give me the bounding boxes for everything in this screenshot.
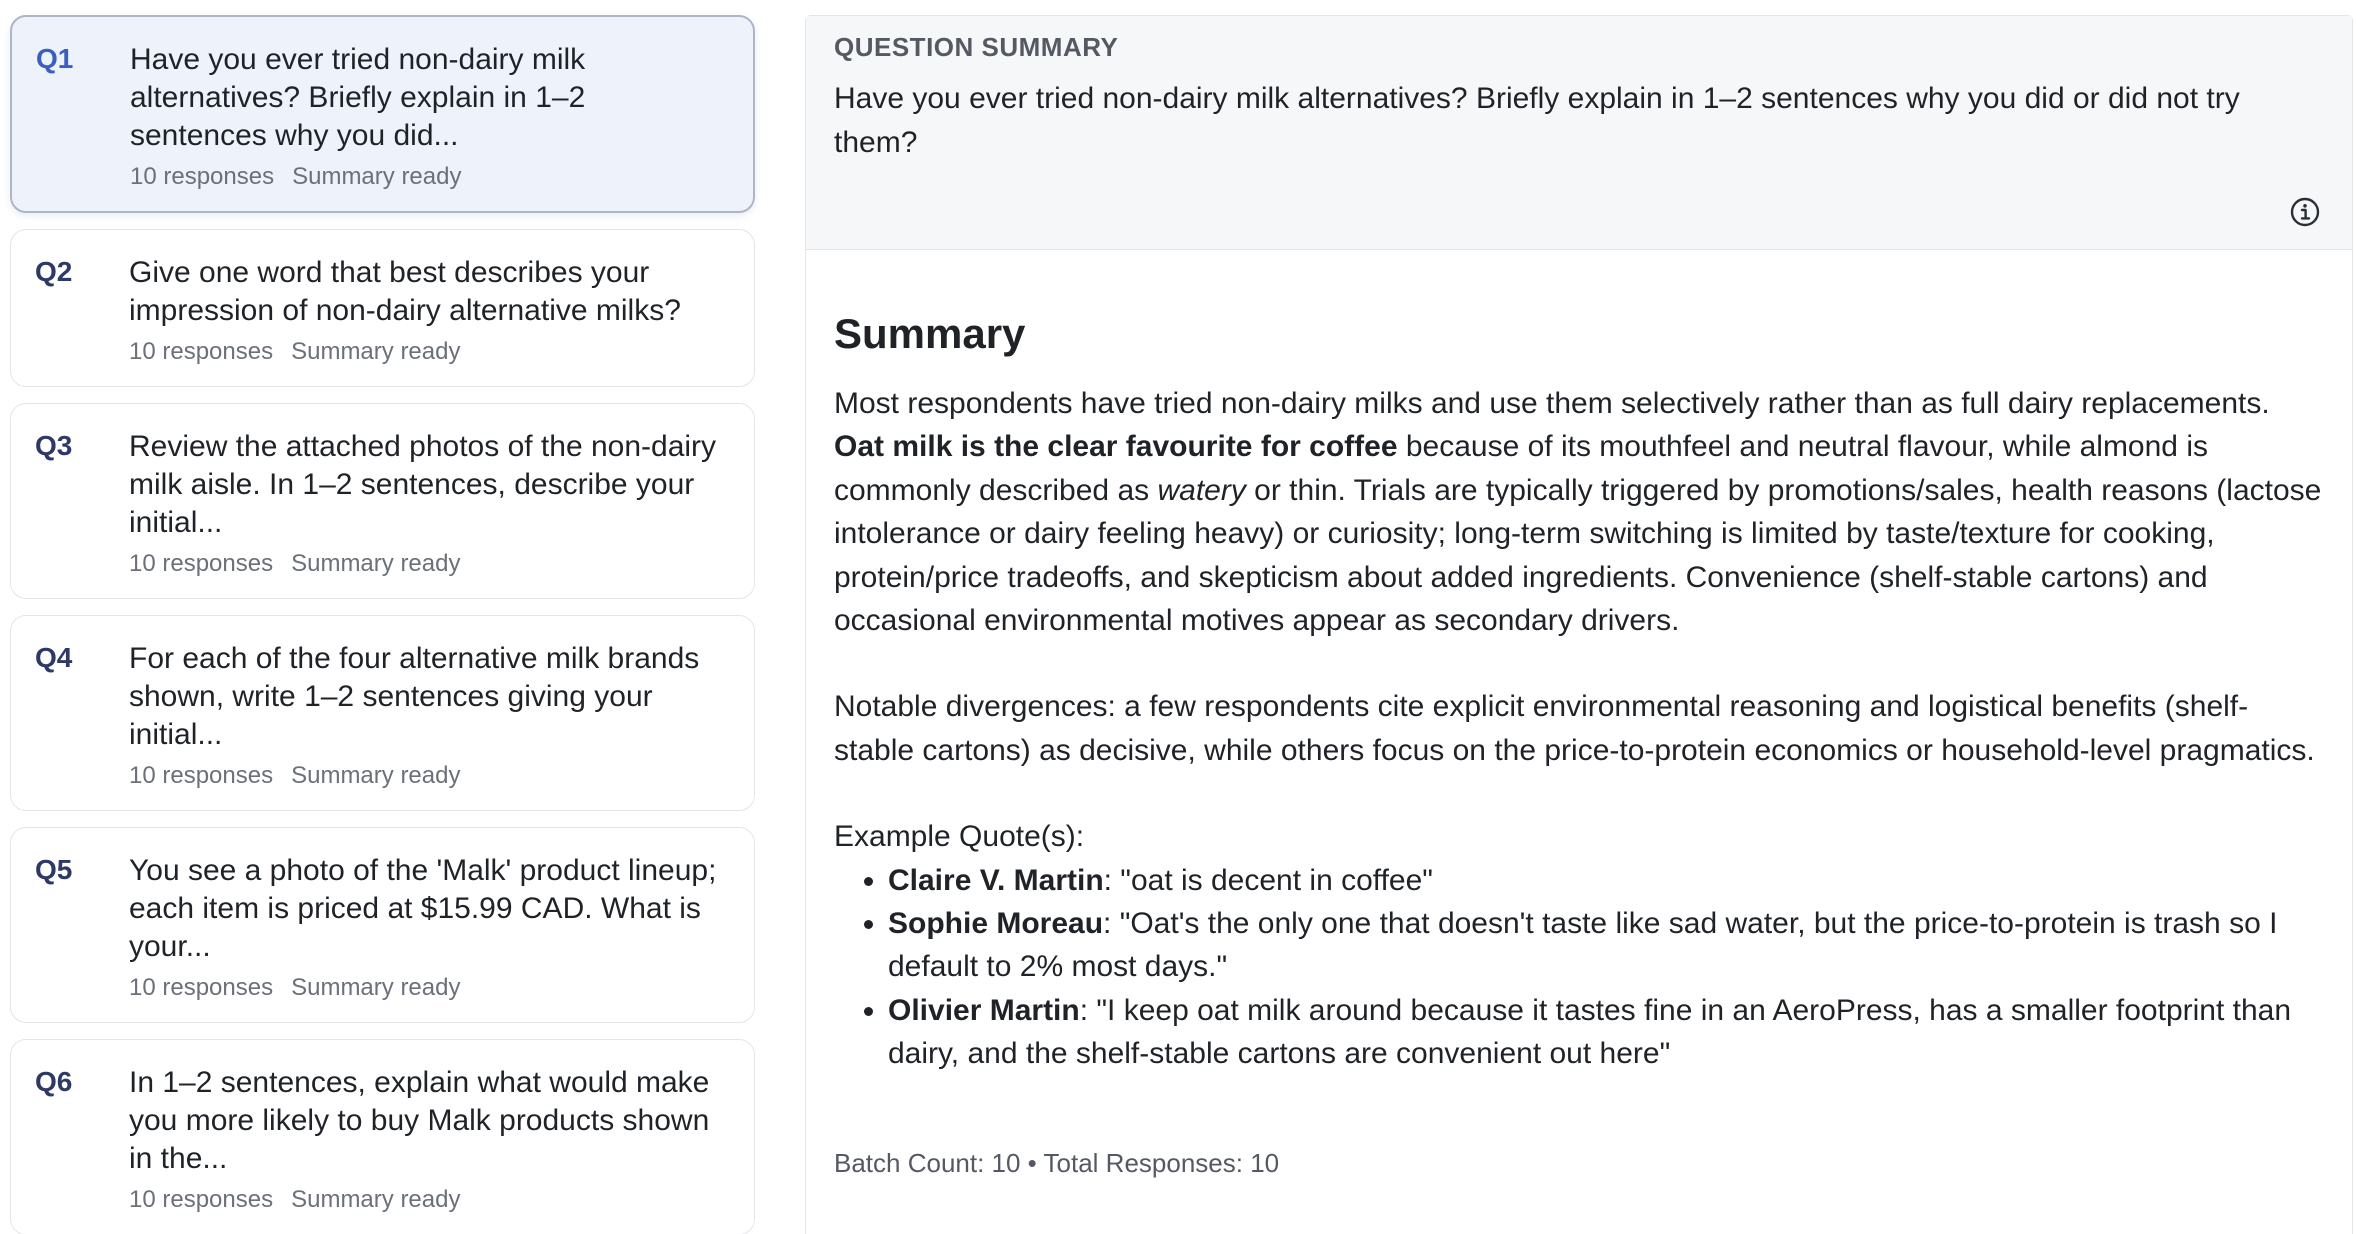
question-number: Q1 [36,43,74,74]
quote-text: : "I keep oat milk around because it tastes fine in an AeroPress, has a smaller footprint than dairy, and the shelf-stable cartons are convenient out here" [888,993,2292,1071]
question-number: Q2 [35,256,73,287]
summary-paragraph-2: Notable divergences: a few respondents cite explicit environmental reasoning and logistical benefits (shelf-stable cartons) as decisive, while others focus on the price-to-protein economics or household-level pragmatics. [834,690,2315,767]
summary-highlight: Oat milk is the clear favourite for coffee [834,430,1398,464]
response-count: 10 responses [129,974,274,1001]
question-meta [129,762,726,790]
summary-status: Summary ready [291,338,461,365]
response-count: 10 responses [129,338,274,365]
question-meta [129,1186,726,1214]
question-text: For each of the four alternative milk brands shown, write 1–2 sentences giving your initial... [129,642,700,751]
quote-item [888,902,2324,989]
summary-panel [805,15,2353,1234]
info-icon[interactable] [2288,195,2322,229]
quote-author: Olivier Martin [888,993,1080,1027]
summary-text: because of its mouthfeel and neutral flavour, while almond is commonly described as [834,430,2208,507]
question-card-q5[interactable] [10,827,755,1023]
question-summary-text: Have you ever tried non-dairy milk alternatives? Briefly explain in 1–2 sentences why you did or did not try them? [834,82,2240,159]
quote-item [888,989,2324,1076]
question-number: Q5 [35,854,73,885]
response-count: 10 responses [130,163,275,190]
response-count: 10 responses [129,1186,274,1213]
question-number: Q6 [35,1066,73,1097]
summary-text: Most respondents have tried non-dairy milks and use them selectively rather than as full dairy replacements. [834,387,2270,420]
question-card-q2[interactable] [10,229,755,387]
question-list [10,15,755,1234]
question-meta [129,974,726,1002]
batch-stats: Batch Count: 10 • Total Responses: 10 [834,1147,1280,1178]
question-meta [130,163,725,191]
summary-body [806,250,2352,1179]
summary-emphasis: watery [1157,473,1246,507]
question-text: Give one word that best describes your impression of non-dairy alternative milks? [129,256,681,327]
question-card-q3[interactable] [10,403,755,599]
response-count: 10 responses [129,550,274,577]
question-meta [129,338,726,366]
quote-text: : "oat is decent in coffee" [1103,863,1433,897]
summary-text: or thin. Trials are typically triggered by promotions/sales, health reasons (lactose intolerance or dairy feeling heavy) or curiosity; long-term switching is limited by taste/texture for cooking, protein/price tradeoffs, and skepticism about added ingredients. Convenience (shelf-stable cartons) and occasional environmental motives appear as secondary drivers. [834,473,2322,638]
question-number: Q4 [35,642,73,673]
summary-status: Summary ready [292,163,462,190]
quote-text: : "Oat's the only one that doesn't taste like sad water, but the price-to-protein is trash so I default to 2% most days." [888,907,2278,984]
response-count: 10 responses [129,762,274,789]
question-meta [129,550,726,578]
question-card-q6[interactable] [10,1039,755,1234]
summary-status: Summary ready [291,762,461,789]
quote-item [888,859,2324,902]
question-text: Review the attached photos of the non-dairy milk aisle. In 1–2 sentences, describe your initial... [129,430,717,539]
summary-title: Summary [834,310,1026,357]
question-text: Have you ever tried non-dairy milk alternatives? Briefly explain in 1–2 sentences why you did... [130,43,586,152]
quotes-label: Example Quote(s): [834,820,1085,854]
question-summary-header [806,16,2352,250]
question-summary-label: QUESTION SUMMARY [834,32,1119,62]
question-card-q4[interactable] [10,615,755,811]
question-number: Q3 [35,430,73,461]
summary-status: Summary ready [291,974,461,1001]
quote-author: Claire V. Martin [888,863,1104,897]
quote-list [888,859,2324,1076]
question-card-q1[interactable] [10,15,755,213]
summary-status: Summary ready [291,550,461,577]
summary-status: Summary ready [291,1186,461,1213]
question-text: You see a photo of the 'Malk' product lineup; each item is priced at $15.99 CAD. What is your... [129,854,717,963]
question-text: In 1–2 sentences, explain what would make you more likely to buy Malk products shown in the... [129,1066,710,1175]
summary-paragraph-1 [834,382,2324,642]
quote-author: Sophie Moreau [888,907,1104,941]
